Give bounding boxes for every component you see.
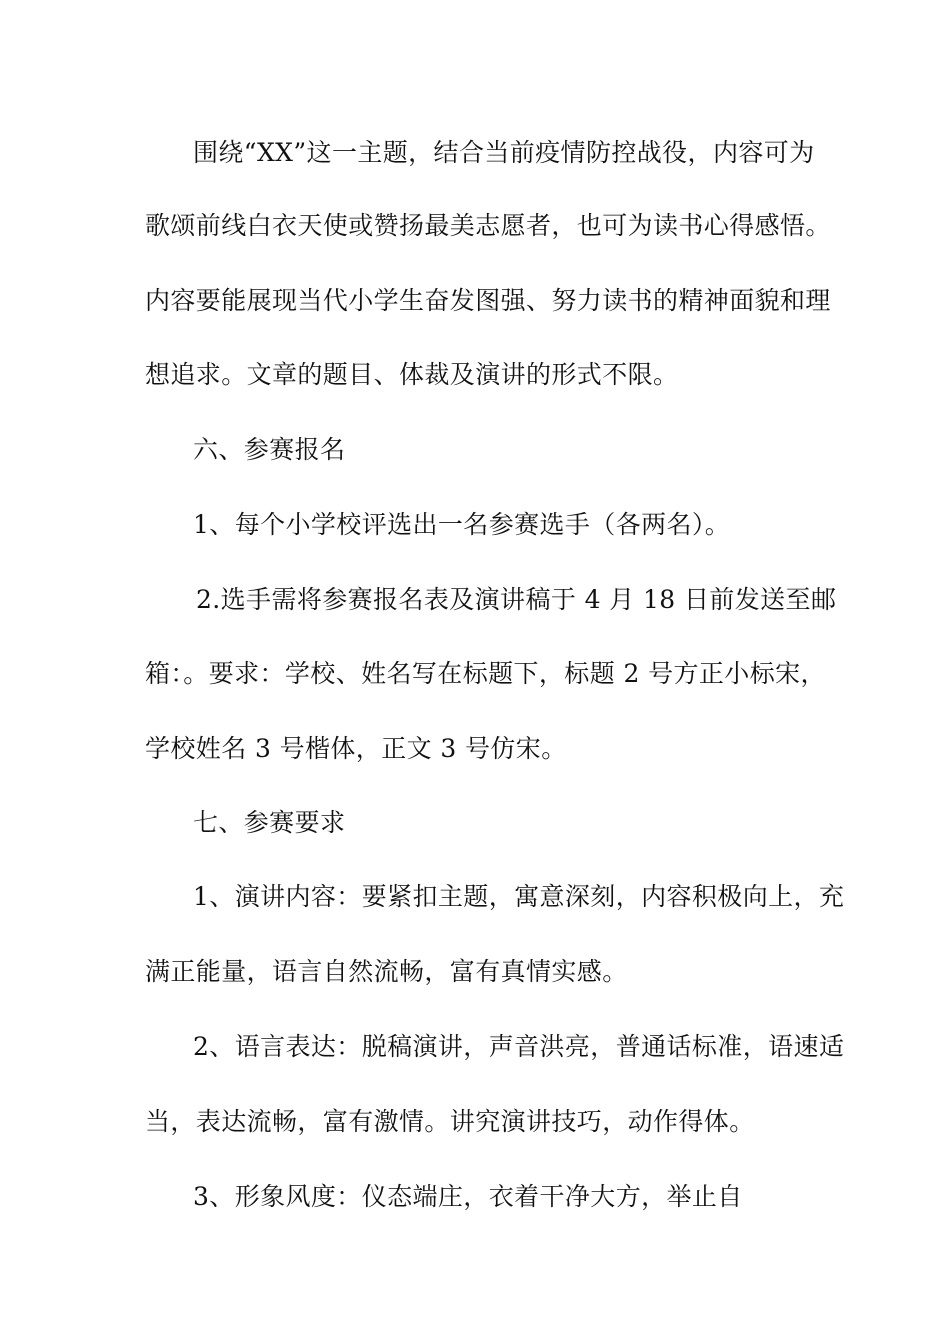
paragraph-line: 学校姓名 3 号楷体，正文 3 号仿宋。 (145, 734, 567, 763)
paragraph-line: 内容要能展现当代小学生奋发图强、努力读书的精神面貌和理 (145, 286, 831, 315)
paragraph-line: 想追求。文章的题目、体裁及演讲的形式不限。 (145, 360, 679, 389)
section-heading: 七、参赛要求 (193, 808, 346, 837)
paragraph-line: 满正能量，语言自然流畅，富有真情实感。 (145, 957, 628, 986)
paragraph-line: 箱：。要求：学校、姓名写在标题下，标题 2 号方正小标宋， (145, 659, 826, 688)
paragraph-line: 当，表达流畅，富有激情。讲究演讲技巧，动作得体。 (145, 1107, 755, 1136)
section-heading: 六、参赛报名 (193, 435, 346, 464)
paragraph-line: 2、语言表达：脱稿演讲，声音洪亮，普通话标准，语速适 (193, 1032, 845, 1061)
paragraph-line: 1、演讲内容：要紧扣主题，寓意深刻，内容积极向上，充 (193, 882, 845, 911)
paragraph-line: 歌颂前线白衣天使或赞扬最美志愿者，也可为读书心得感悟。 (145, 211, 831, 240)
paragraph-line: 3、形象风度：仪态端庄，衣着干净大方，举止自 (193, 1182, 743, 1211)
paragraph-line: 2.选手需将参赛报名表及演讲稿于 4 月 18 日前发送至邮 (196, 585, 837, 614)
paragraph-line: 1、每个小学校评选出一名参赛选手（各两名）。 (193, 510, 731, 539)
paragraph-line: 围绕“XX”这一主题，结合当前疫情防控战役，内容可为 (193, 138, 815, 167)
